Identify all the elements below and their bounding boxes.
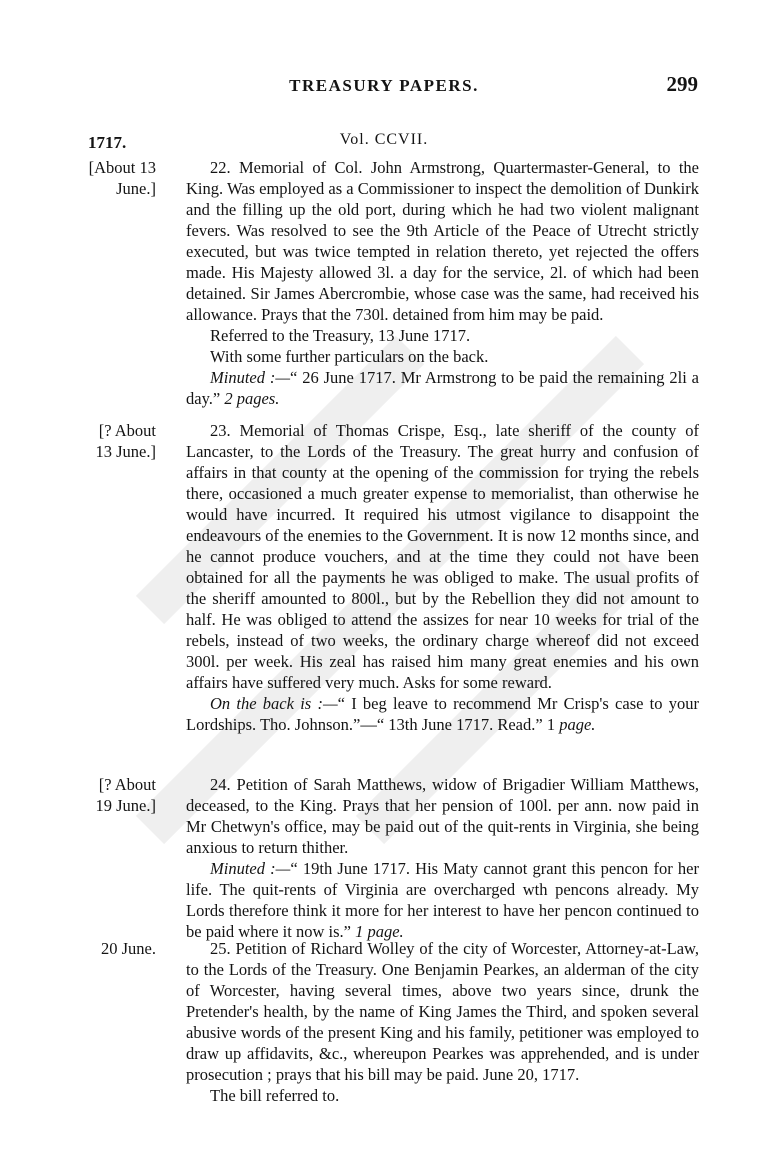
note-text: “ 19th June 1717. His Maty cannot grant this pencon for her life. The quit-rents of Virginia are overcharged wth pencons already. My Lords therefore think it more for her interest to have her pencon continued to be paid where it now is.”: [186, 859, 699, 941]
margin-date-line: 13 June.]: [95, 442, 156, 461]
note-text: “ 26 June 1717. Mr Armstrong to be paid the remaining 2li a day.”: [186, 368, 699, 408]
margin-date: [60, 157, 156, 199]
note-label: On the back is :—: [210, 694, 338, 713]
entry-body: [186, 157, 699, 409]
entry-note: [186, 858, 699, 942]
entry-paragraph: With some further particulars on the back.: [210, 347, 489, 366]
margin-date: [60, 938, 156, 959]
entry-paragraph: 25. Petition of Richard Wolley of the city of Worcester, Attorney-at-Law, to the Lords of the Treasury. One Benjamin Pearkes, an alderman of the city of Worcester, having several times, above two years since, drunk the Pretender's health, by the name of King James the Third, and spoken several abusive words of the present King and his family, petitioner was employed to draw up affidavits, &c., whereupon Pearkes was apprehended, and is under prosecution ; prays that his bill may be paid. June 20, 1717.: [186, 939, 699, 1084]
margin-date-line: 19 June.]: [95, 796, 156, 815]
year-label: 1717.: [88, 133, 127, 152]
running-title: TREASURY PAPERS.: [289, 76, 479, 95]
volume-heading: Vol. CCVII.: [339, 131, 429, 148]
note-label: Minuted :—: [210, 368, 291, 387]
note-label: Minuted :—: [210, 859, 291, 878]
page-number: 299: [666, 72, 698, 96]
entry-body: [186, 420, 699, 735]
margin-date-line: June.]: [116, 179, 156, 198]
margin-date-line: [? About: [98, 775, 156, 794]
note-text: “ I beg leave to recommend Mr Crisp's case to your Lordships. Tho. Johnson.”—“ 13th June 1717. Read.” 1: [186, 694, 699, 734]
entry-paragraph: 22. Memorial of Col. John Armstrong, Quartermaster-General, to the King. Was employed as a Commissioner to inspect the demolition of Dunkirk and the filling up the old port, during which he had two violent malignant fevers. Was resolved to see the 9th Article of the Peace of Utrecht strictly executed, but was twice tempted in relation thereto, yet rejected the offers made. His Majesty allowed 3l. a day for the service, 2l. of which had been detained. Sir James Abercrombie, whose case was the same, had received his allowance. Prays that the 730l. detained from him may be paid.: [186, 158, 699, 324]
margin-date-line: [? About: [98, 421, 156, 440]
page-count: page.: [559, 715, 596, 734]
margin-date: [60, 774, 156, 816]
margin-date: [60, 420, 156, 462]
entry-note: [186, 693, 699, 735]
entry-paragraph: Referred to the Treasury, 13 June 1717.: [210, 326, 471, 345]
page-count: 1 page.: [355, 922, 404, 941]
margin-date-line: [About 13: [88, 158, 156, 177]
entry-paragraph: 24. Petition of Sarah Matthews, widow of Brigadier William Matthews, deceased, to the King. Prays that her pension of 100l. per ann. now paid in Mr Chetwyn's office, may be paid out of the quit-rents in Virginia, she being anxious to return thither.: [186, 775, 699, 857]
entry-paragraph: 23. Memorial of Thomas Crispe, Esq., late sheriff of the county of Lancaster, to the Lords of the Treasury. The great hurry and confusion of affairs in that county at the opening of the commission for trying the rebels there, occasioned a much greater expense to memorialist, than otherwise he would have incurred. It required his utmost vigilance to disappoint the endeavours of the enemies to the Government. It is now 12 months since, and he cannot produce vouchers, and at the time they could not have been obtained for all the payments he was obliged to make. The usual profits of the sheriff amounted to 800l., but by the Rebellion they did not amount to half. He was obliged to attend the assizes for near 10 weeks for trial of the rebels, instead of two weeks, the ordinary charge whereof did not exceed 300l. per week. His zeal has raised him many great enemies and his own affairs have suffered very much. Asks for some reward.: [186, 421, 699, 692]
page-count: 2 pages.: [224, 389, 280, 408]
entry-paragraph: The bill referred to.: [210, 1086, 340, 1105]
margin-date-line: 20 June.: [101, 939, 156, 958]
entry-body: [186, 938, 699, 1106]
entry-note: [186, 367, 699, 409]
entry-body: [186, 774, 699, 942]
